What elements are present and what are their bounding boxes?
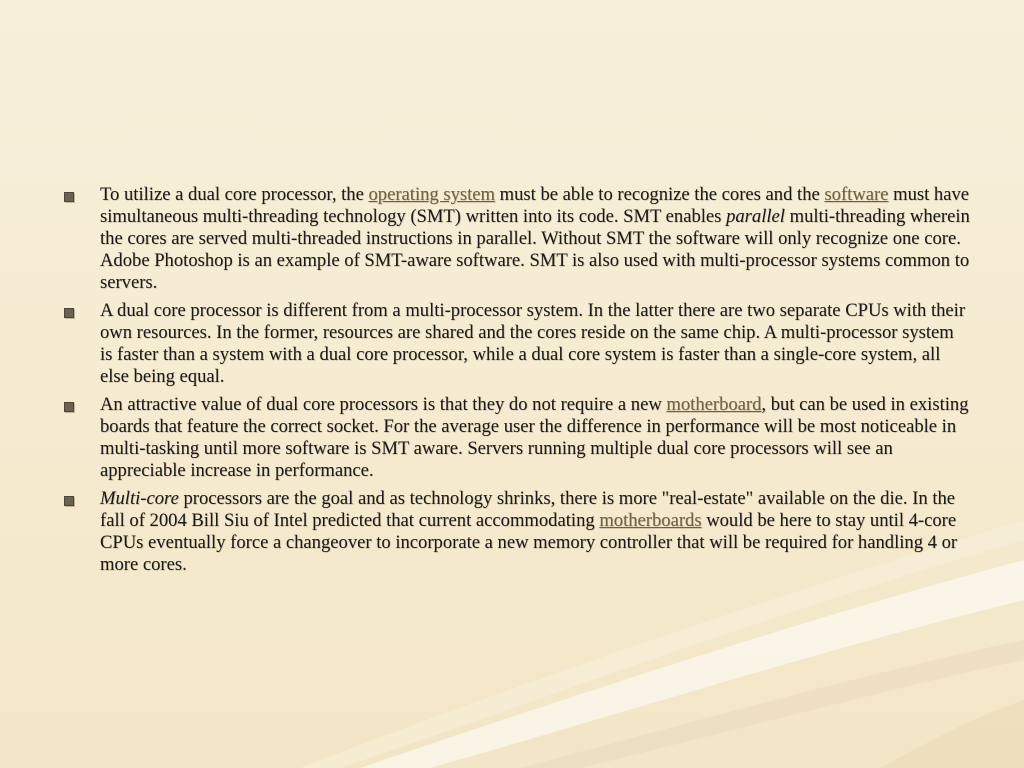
bullet-text: must be able to recognize the cores and the [495,184,825,205]
hyperlink[interactable]: motherboards [599,510,702,531]
bullet-text: multi-threading wherein the cores are served multi-threaded instructions in parallel. Without SMT the software will only recognize one core. Adobe Photoshop is an example of SMT-aware software. SMT is also used with multi-processor systems common to servers. [100,206,970,293]
square-bullet-icon [64,402,74,412]
bullet-text: processors are the goal and as technology shrinks, there is more "real-estate" available on the die. In the fall of 2004 Bill Siu of Intel predicted that current accommodating [100,488,956,531]
bullet-item [60,300,970,388]
bullet-list [60,184,970,582]
bullet-item [60,394,970,482]
bullet-text: would be here to stay until 4-core CPUs eventually force a changeover to incorporate a new memory controller that will be required for handling 4 or more cores. [100,510,958,575]
bullet-text: To utilize a dual core processor, the [100,184,369,205]
italic-text: Multi-core [100,488,179,509]
square-bullet-icon [64,308,74,318]
square-bullet-icon [64,192,74,202]
bullet-text: An attractive value of dual core processors is that they do not require a new [100,394,667,415]
hyperlink[interactable]: motherboard [666,394,762,415]
bullet-item [60,488,970,576]
bullet-text: must have simultaneous multi-threading technology (SMT) written into its code. SMT enables [100,184,970,227]
hyperlink[interactable]: software [824,184,889,205]
bullet-text: , but can be used in existing boards that feature the correct socket. For the average user the difference in performance will be most noticeable in multi-tasking until more software is SMT aware. Servers running multiple dual core processors will see an appreciable increase in performance. [100,394,969,481]
bullet-text: A dual core processor is different from a multi-processor system. In the latter there are two separate CPUs with their own resources. In the former, resources are shared and the cores reside on the same chip. A multi-processor system is faster than a system with a dual core processor, while a dual core system is faster than a single-core system, all else being equal. [100,300,966,387]
bullet-item [60,184,970,294]
italic-text: parallel [726,206,785,227]
square-bullet-icon [64,496,74,506]
hyperlink[interactable]: operating system [368,184,496,205]
